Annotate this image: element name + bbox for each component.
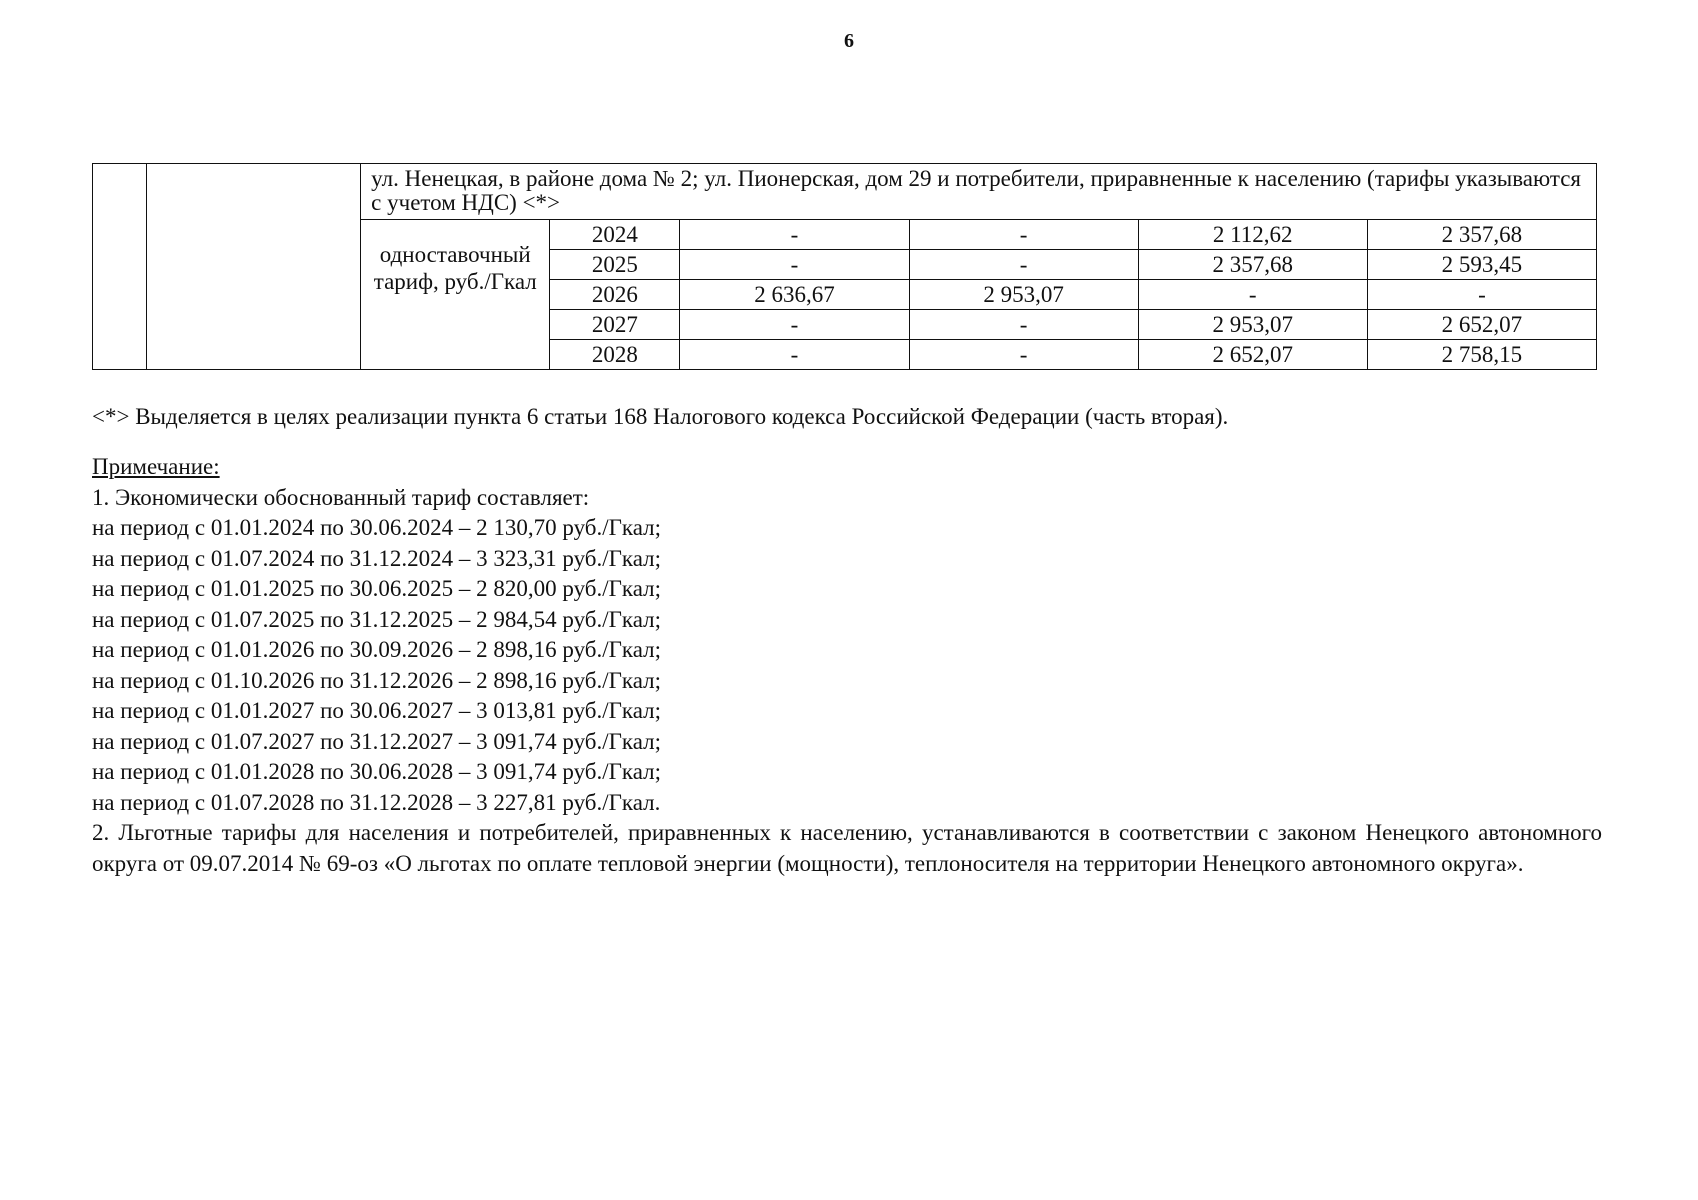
year-cell: 2026 <box>550 280 680 310</box>
notes-title: Примечание: <box>92 454 220 479</box>
value-cell: - <box>909 310 1138 340</box>
value-cell: 2 758,15 <box>1367 340 1596 370</box>
value-cell: 2 953,07 <box>1138 310 1367 340</box>
tariff-period-line: на период с 01.07.2027 по 31.12.2027 – 3 091,74 руб./Гкал; <box>92 728 662 754</box>
tariff-period-line: на период с 01.01.2028 по 30.06.2028 – 3 091,74 руб./Гкал; <box>92 759 662 784</box>
value-cell: 2 636,67 <box>680 280 909 310</box>
value-cell: 2 357,68 <box>1367 220 1596 250</box>
tariff-period-line: на период с 01.01.2027 по 30.06.2027 – 3 013,81 руб./Гкал; <box>92 698 662 723</box>
tariff-period-line: на период с 01.07.2025 по 31.12.2025 – 2 984,54 руб./Гкал; <box>92 606 662 632</box>
tariff-table <box>92 163 1597 370</box>
value-cell: - <box>909 340 1138 370</box>
value-cell: - <box>680 340 909 370</box>
organization-cell <box>147 164 361 370</box>
value-cell: - <box>909 250 1138 280</box>
year-cell: 2027 <box>550 310 680 340</box>
notes-section <box>92 452 1602 879</box>
table-section-header: ул. Ненецкая, в районе дома № 2; ул. Пионерская, дом 29 и потребители, приравненные к населению (тарифы указываются с учетом НДС) <*> <box>361 164 1597 220</box>
value-cell: 2 953,07 <box>909 280 1138 310</box>
tariff-type-cell: одноставочный тариф, руб./Гкал <box>361 220 550 370</box>
value-cell: 2 112,62 <box>1138 220 1367 250</box>
vat-footnote: <*> Выделяется в целях реализации пункта 6 статьи 168 Налогового кодекса Российской Федерации (часть вторая). <box>92 404 1229 429</box>
row-number-cell <box>93 164 147 370</box>
tariff-period-line: на период с 01.10.2026 по 31.12.2026 – 2 898,16 руб./Гкал; <box>92 667 662 693</box>
value-cell: 2 357,68 <box>1138 250 1367 280</box>
value-cell: - <box>680 310 909 340</box>
note-item-2: 2. Льготные тарифы для населения и потребителей, приравненных к населению, устанавливаются в соответствии с законом Ненецкого автономного округа от 09.07.2014 № 69-оз «О льготах по оплате тепловой энергии (мощности), теплоносителя на территории Ненецкого автономного округа». <box>92 820 1602 876</box>
value-cell: - <box>680 220 909 250</box>
value-cell: 2 593,45 <box>1367 250 1596 280</box>
value-cell: - <box>1138 280 1367 310</box>
year-cell: 2024 <box>550 220 680 250</box>
tariff-period-line: на период с 01.01.2025 по 30.06.2025 – 2 820,00 руб./Гкал; <box>92 576 662 601</box>
note-item-1-intro: 1. Экономически обоснованный тариф составляет: <box>92 484 590 510</box>
value-cell: - <box>909 220 1138 250</box>
tariff-period-line: на период с 01.01.2026 по 30.09.2026 – 2 898,16 руб./Гкал; <box>92 637 662 662</box>
tariff-period-line: на период с 01.01.2024 по 30.06.2024 – 2 130,70 руб./Гкал; <box>92 515 662 540</box>
value-cell: 2 652,07 <box>1367 310 1596 340</box>
year-cell: 2025 <box>550 250 680 280</box>
page-number: 6 <box>844 30 854 52</box>
table-header-row <box>93 164 1597 220</box>
value-cell: - <box>680 250 909 280</box>
year-cell: 2028 <box>550 340 680 370</box>
tariff-period-line: на период с 01.07.2024 по 31.12.2024 – 3 323,31 руб./Гкал; <box>92 545 662 571</box>
tariff-period-line: на период с 01.07.2028 по 31.12.2028 – 3 227,81 руб./Гкал. <box>92 789 661 815</box>
value-cell: 2 652,07 <box>1138 340 1367 370</box>
value-cell: - <box>1367 280 1596 310</box>
